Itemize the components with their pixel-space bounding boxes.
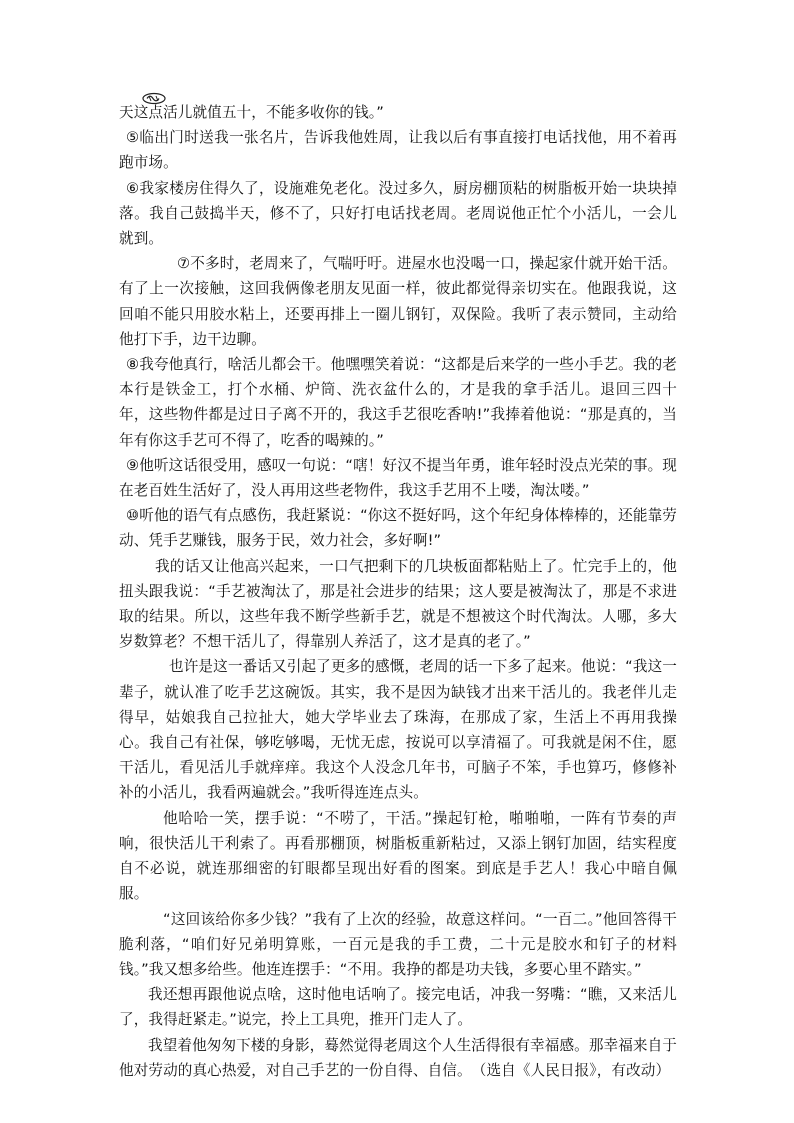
paragraph-continued: 天这点活儿就值五十，不能多收你的钱。” — [119, 104, 384, 121]
paragraph-12: 也许是这一番话又引起了更多的感慨，老周的话一下多了起来。他说：“我这一辈子，就认准了吃手艺这碗饭。其实，我不是因为缺钱才出来干活儿的。我老伴儿走得早，姑娘我自己拉扯大，她大学毕业去了珠海，在那成了家，生活上不再用我操心。我自己有社保，够吃够喝，无忧无虑，按说可以享清福了。可我就是闲不住，愿干活儿，看见活儿手就痒痒。我这个人没念几年书，可脑子不笨，手也算巧，修修补补的小活儿，我看两遍就会。”我听得连连点头。 — [119, 658, 677, 802]
paragraph-9: ⑨他听这话很受用，感叹一句说：“嗐！好汉不提当年勇，谁年轻时没点光荣的事。现在老百姓生活好了，没人再用这些老物件，我这手艺用不上喽，淘汰喽。” — [119, 456, 677, 500]
paragraph-15: 我还想再跟他说点啥，这时他电话响了。接完电话，冲我一努嘴：“瞧，又来活儿了，我得赶紧走。”说完，拎上工具兜，推开门走人了。 — [119, 986, 677, 1029]
paragraph-8: ⑧我夸他真行，啥活儿都会干。他嘿嘿笑着说：“这都是后来学的一些小手艺。我的老本行是铁金工，打个水桶、炉筒、洗衣盆什么的，才是我的拿手活儿。退回三四十年，这些物件都是过日子离不开的，我这手艺很吃香呐!”我捧着他说：“那是真的，当年有你这手艺可不得了，吃香的喝辣的。” — [119, 356, 677, 449]
paragraph-6: ⑥我家楼房住得久了，设施难免老化。没过多久，厨房棚顶粘的树脂板开始一块块掉落。我自己鼓捣半天，修不了，只好打电话找老周。老周说他正忙个小活儿，一会儿就到。 — [119, 179, 677, 248]
paragraph-5: ⑤临出门时送我一张名片，告诉我他姓周，让我以后有事直接打电话找他，用不着再跑市场。 — [119, 129, 677, 172]
article-body — [119, 100, 677, 1083]
paragraph-13: 他哈哈一笑，摆手说：“不唠了，干活。”操起钉枪，啪啪啪，一阵有节奏的声响，很快活儿干利索了。再看那棚顶，树脂板重新粘过，又添上钢钉加固，结实程度自不必说，就连那细密的钉眼都呈现出好看的图案。到底是手艺人！我心中暗自佩服。 — [119, 809, 677, 903]
paragraph-11: 我的话又让他高兴起来，一口气把剩下的几块板面都粘贴上了。忙完手上的，他扭头跟我说：“手艺被淘汰了，那是社会进步的结果；这人要是被淘汰了，那是不求进取的结果。所以，这些年我不断学些新手艺，就是不想被这个时代淘汰。人哪，多大岁数算老？不想干活儿了，得靠别人养活了，这才是真的老了。” — [119, 557, 677, 651]
paragraph-16: 我望着他匆匆下楼的身影，蓦然觉得老周这个人生活得很有幸福感。那幸福来自于他对劳动的真心热爱，对自己手艺的一份自得、自信。 （选自《人民日报》，有改动） — [119, 1036, 677, 1079]
paragraph-10: ⑩听他的语气有点感伤，我赶紧说：“你这不挺好吗，这个年纪身体棒棒的，还能靠劳动、凭手艺赚钱，服务于民，效力社会，多好啊!” — [119, 507, 677, 550]
paragraph-14: “这回该给你多少钱？”我有了上次的经验，故意这样问。“一百二。”他回答得干脆利落，“咱们好兄弟明算账，一百元是我的手工费，二十元是胶水和钉子的材料钱。”我又想多给些。他连连摆手：“不用。我挣的都是功夫钱，多要心里不踏实。” — [119, 910, 677, 978]
paragraph-7: ⑦不多时，老周来了，气喘吁吁。进屋水也没喝一口，操起家什就开始干活。有了上一次接触，这回我俩像老朋友见面一样，彼此都觉得亲切实在。他跟我说，这回咱不能只用胶水粘上，还要再排上一圈儿钢钉，双保险。我听了表示赞同，主动给他打下手，边干边聊。 — [119, 255, 677, 348]
